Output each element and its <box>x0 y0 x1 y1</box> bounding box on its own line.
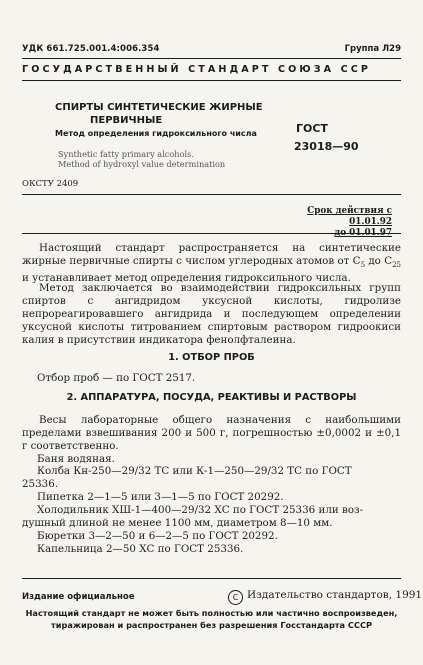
pipette-line: Пипетка 2—1—5 или 3—1—5 по ГОСТ 20292. <box>37 491 284 503</box>
burettes-line: Бюретки 3—2—50 и 6—2—5 по ГОСТ 20292. <box>37 530 278 542</box>
document-title <box>55 101 263 127</box>
gost-label: ГОСТ <box>296 122 328 135</box>
intro-paragraph-2: Метод заключается во взаимодействии гидроксильных групп спиртов с ангидридом уксусной кислоты, гидролизе непрореагировавшего ангидрида и последующем определении уксусной кислоты титрованием спиртовым раствором гидроокиси калия в присутствии индикатора фенолфталеина. <box>22 282 401 346</box>
reproduction-notice <box>22 607 401 631</box>
publisher-text: Издательство стандартов, 1991 <box>247 589 423 601</box>
cooler-line: Холодильник ХШ-1—400—29/32 ХС по ГОСТ 25336 или воз- <box>37 504 364 516</box>
okstu-code: ОКСТУ 2409 <box>22 179 79 189</box>
copyright-icon: C <box>228 590 243 605</box>
validity-to: до 01.01.97 <box>334 228 392 238</box>
notice-line1: Настоящий стандарт не может быть полностью или частично воспроизведен, <box>25 608 398 618</box>
document-title-line2: ПЕРВИЧНЫЕ <box>90 115 163 126</box>
carbon-min-sub: 5 <box>360 261 366 270</box>
intro-text-a: Настоящий стандарт распространяется на синтетические жирные первичные спирты с числом углеродных атомов от C <box>22 242 401 267</box>
validity-period <box>273 206 392 239</box>
cooler-line-cont: душный длиной не менее 1100 мм, диаметром 8—10 мм. <box>22 517 333 529</box>
notice-line2: тиражирован и распространен без разрешения Госстандарта СССР <box>51 620 372 630</box>
udk-code: УДК 661.725.001.4:006.354 <box>22 44 160 54</box>
bath-line: Баня водяная. <box>37 453 115 465</box>
title-rule <box>22 80 401 81</box>
official-edition: Издание официальное <box>22 592 135 602</box>
intro-text-b: до C <box>365 255 393 267</box>
top-rule <box>22 58 401 59</box>
gost-number: 23018—90 <box>294 140 359 153</box>
section1-text: Отбор проб — по ГОСТ 2517. <box>37 372 196 384</box>
english-title <box>58 149 225 169</box>
validity-from: Срок действия с 01.01.92 <box>307 206 392 227</box>
flask-line: Колба Кн-250—29/32 ТС или К-1—250—29/32 ТС по ГОСТ <box>37 465 352 477</box>
flask-line-cont: 25336. <box>22 478 59 490</box>
intro-paragraph-1 <box>22 242 401 285</box>
section1-heading: 1. ОТБОР ПРОБ <box>168 352 255 363</box>
okstu-rule <box>22 194 401 195</box>
dropper-line: Капельница 2—50 ХС по ГОСТ 25336. <box>37 543 244 555</box>
english-title-line1: Synthetic fatty primary alcohols. <box>58 149 194 159</box>
publisher-line <box>228 589 422 605</box>
document-subtitle: Метод определения гидроксильного числа <box>55 129 257 138</box>
scales-paragraph: Весы лабораторные общего назначения с наибольшими пределами взвешивания 200 и 500 г, погрешностью ±0,0002 и ±0,1 г соответственно. <box>22 414 401 452</box>
standard-title: ГОСУДАРСТВЕННЫЙ СТАНДАРТ СОЮЗА ССР <box>22 64 372 75</box>
group-code: Группа Л29 <box>344 44 401 54</box>
footer-rule <box>22 578 401 579</box>
validity-rule <box>22 233 401 234</box>
english-title-line2: Method of hydroxyl value determination <box>58 159 226 169</box>
document-title-line1: СПИРТЫ СИНТЕТИЧЕСКИЕ ЖИРНЫЕ <box>55 102 263 113</box>
intro-text-c: и устанавливает метод определения гидроксильного числа. <box>22 272 351 285</box>
gost-block <box>294 120 359 156</box>
carbon-max-sub: 25 <box>392 261 401 270</box>
section2-heading: 2. АППАРАТУРА, ПОСУДА, РЕАКТИВЫ И РАСТВОРЫ <box>66 392 357 403</box>
